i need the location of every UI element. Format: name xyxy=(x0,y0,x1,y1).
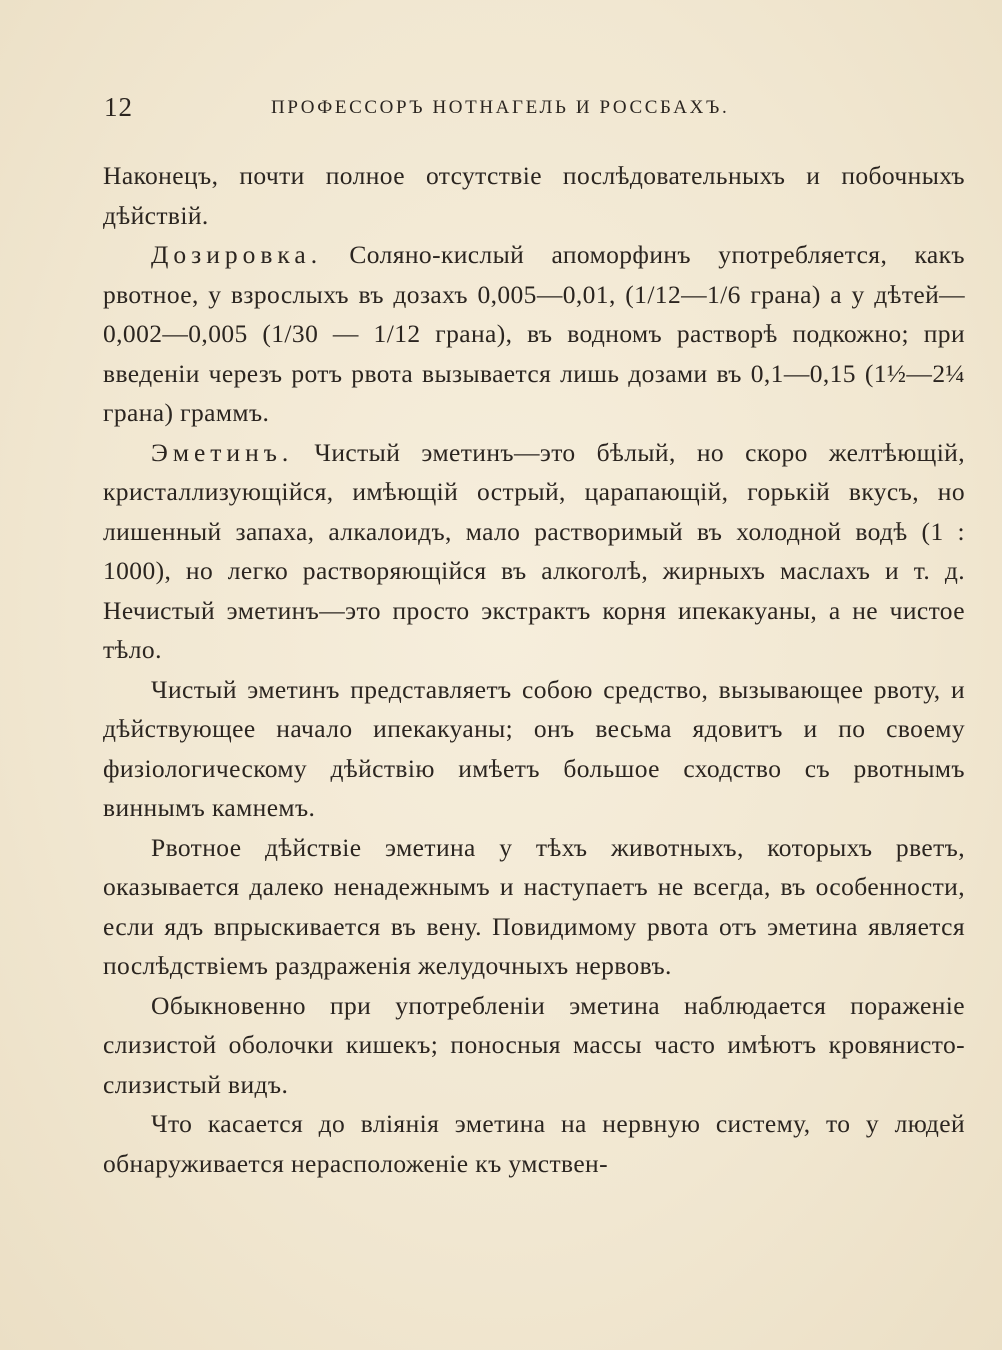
section-heading: Дозировка. xyxy=(151,240,323,269)
paragraph xyxy=(103,1104,965,1183)
dose-fraction: 1/30 — 1/12 xyxy=(271,319,421,348)
paragraph-text: Что касается до вліянія эметина на нервную систему, то у людей обнаруживается нерасположеніе къ умствен- xyxy=(103,1109,965,1178)
paragraph-text: грана) а у дѣтей—0,002—0,005 xyxy=(103,279,966,348)
paragraph-text: Чистый эметинъ—это бѣлый, но скоро желтѣющій, кристаллизующійся, имѣющій острый, царапающій, горькій вкусъ, но лишенный запаха, алкалоидъ, мало растворимый въ холодной водѣ (1 : 1000), но легко растворяющійся въ алкоголѣ, жирныхъ маслахъ и т. д. Нечистый эметинъ—это просто экстрактъ корня ипекакуаны, а не чистое тѣло. xyxy=(103,437,966,664)
paragraph-text: Обыкновенно при употребленіи эметина наблюдается пораженіе слизистой оболочки кишекъ; поносныя массы часто имѣютъ кровянисто-слизистый видъ. xyxy=(103,990,965,1099)
section-heading: Эметинъ. xyxy=(151,437,294,467)
paragraph xyxy=(103,828,965,986)
running-head xyxy=(104,92,962,132)
paragraph xyxy=(103,670,965,828)
page-number: 12 xyxy=(104,92,133,122)
paragraph-text: Чистый эметинъ представляетъ собою средство, вызывающее рвоту, и дѣйствующее начало ипекакуаны; онъ весьма ядовитъ и по своему физіологическому дѣйствію имѣетъ большое сходство съ рвотнымъ виннымъ камнемъ. xyxy=(103,674,965,822)
paragraph-text: Рвотное дѣйствіе эметина у тѣхъ животныхъ, которыхъ рветъ, оказывается далеко ненадежнымъ и наступаетъ не всегда, въ особенности, если ядъ впрыскивается въ вену. Повидимому рвота отъ эметина является послѣдствіемъ раздраженія желудочныхъ нервовъ. xyxy=(103,832,965,980)
paragraph-text: Соляно-кислый апоморфинъ употребляется, какъ рвотное, у взрослыхъ въ дозахъ 0,005—0,01, xyxy=(103,240,965,309)
running-title: ПРОФЕССОРЪ НОТНАГЕЛЬ И РОССБАХЪ. xyxy=(271,97,730,118)
paragraph-text: Наконецъ, почти полное отсутствіе послѣдовательныхъ и побочныхъ дѣйствій. xyxy=(103,161,965,230)
paragraph-text: грана) граммъ. xyxy=(103,398,270,427)
dose-fraction: 1/12—1/6 xyxy=(634,279,741,309)
paragraph xyxy=(103,433,965,670)
body-text xyxy=(103,156,965,1183)
paragraph xyxy=(103,986,965,1105)
paragraph: Дозировка. Соляно-кислый апоморфинъ употребляется, какъ рвотное, у взрослыхъ въ дозахъ 0,005—0,01, (1/12—1/6 грана) а у дѣтей—0,002—0,005 (1/30 — 1/12 грана), въ водномъ растворѣ подкожно; при введеніи черезъ ротъ рвота вызывается лишь дозами въ 0,1—0,15 (1½—2¼ грана) граммъ. xyxy=(103,240,966,427)
dose-fraction: 1½—2¼ xyxy=(873,358,965,388)
paragraph-text: грана), въ водномъ растворѣ подкожно; при введеніи черезъ ротъ рвота вызывается лишь дозами въ 0,1—0,15 xyxy=(103,319,966,388)
paragraph xyxy=(103,156,965,235)
